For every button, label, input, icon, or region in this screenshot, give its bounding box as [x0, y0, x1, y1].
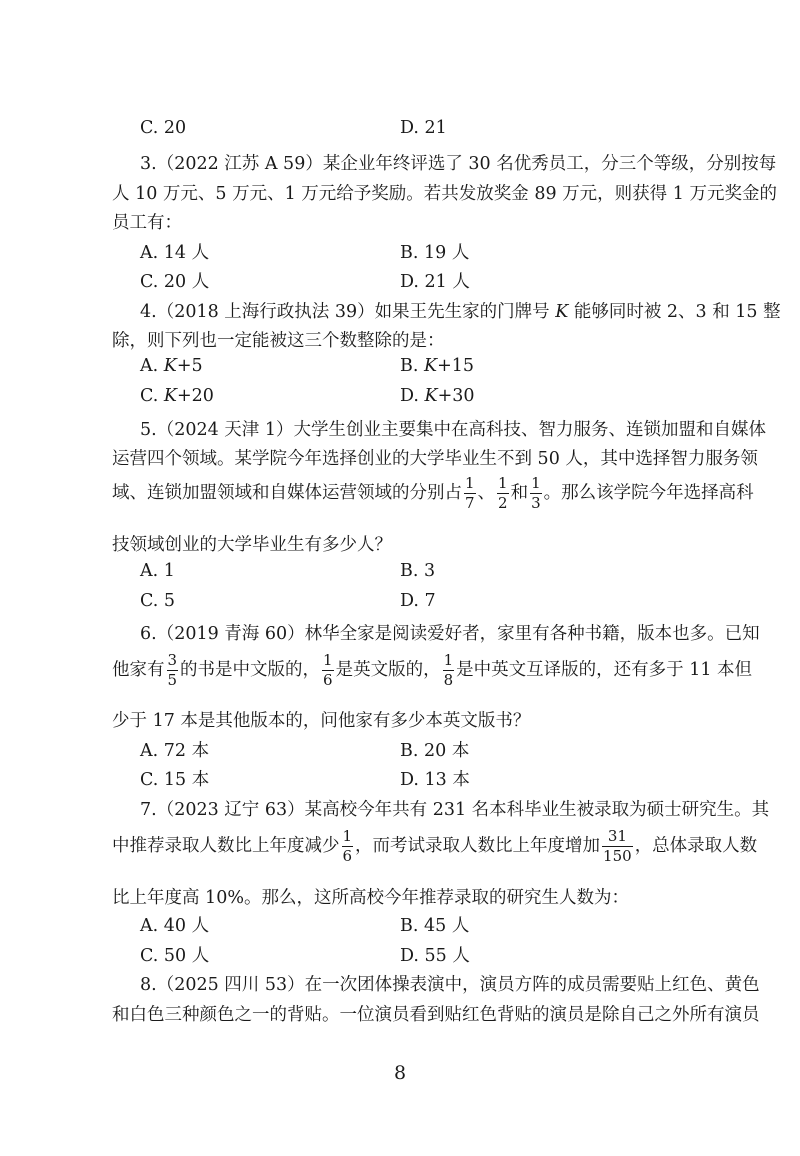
q6-option-c: C. 15 本	[140, 770, 210, 790]
q5-stem-line-4: 技领域创业的大学毕业生有多少人？	[112, 535, 392, 555]
q8-stem-line-1: 8.（2025 四川 53）在一次团体操表演中，演员方阵的成员需要贴上红色、黄色	[140, 975, 760, 995]
q5-stem-line-3: 域、连锁加盟领域和自媒体运营领域的分别占 $\frac{1}{7}$ 、 $\frac{1}{2}$ 和 $\frac{1}{3}$ 。那么该学院今年选择高科	[112, 474, 754, 512]
q7-stem-line-3: 比上年度高 10%。那么，这所高校今年推荐录取的研究生人数为：	[112, 888, 629, 908]
q2-option-c: C. 20	[140, 118, 187, 138]
q5-fraction-2: $\frac{1}{2}$	[498, 474, 508, 512]
q8-stem-line-2: 和白色三种颜色之一的背贴。一位演员看到贴红色背贴的演员是除自己之外所有演员	[112, 1005, 760, 1025]
q5-stem-line-1: 5.（2024 天津 1）大学生创业主要集中在高科技、智力服务、连锁加盟和自媒体	[140, 420, 766, 440]
q5-fraction-1: $\frac{1}{7}$	[465, 474, 475, 512]
q4-option-d: D. K+30	[400, 386, 475, 406]
q6-stem-line-3: 少于 17 本是其他版本的，问他家有多少本英文版书？	[112, 711, 531, 731]
q6-option-b: B. 20 本	[400, 741, 470, 761]
q6-fraction-2: $\frac{1}{6}$	[323, 651, 333, 689]
q7-option-c: C. 50 人	[140, 946, 210, 966]
q3-option-a: A. 14 人	[140, 243, 210, 263]
q7-fraction-1: $\frac{1}{6}$	[342, 827, 353, 865]
q4-option-b: B. K+15	[400, 356, 475, 376]
q5-option-d: D. 7	[400, 591, 436, 611]
q4-stem-line-1: 4.（2018 上海行政执法 39）如果王先生家的门牌号 K 能够同时被 2、3 和 15 整	[140, 302, 781, 322]
q4-option-a: A. K+5	[140, 356, 203, 376]
q2-option-d: D. 21	[400, 118, 447, 138]
q7-option-d: D. 55 人	[400, 946, 470, 966]
q3-option-b: B. 19 人	[400, 243, 470, 263]
q6-fraction-1: $\frac{3}{5}$	[167, 651, 178, 689]
q3-stem-line-1: 3.（2022 江苏 A 59）某企业年终评选了 30 名优秀员工，分三个等级，分别按每	[140, 154, 777, 174]
q7-fraction-2: $\frac{31}{150}$	[603, 827, 632, 865]
q5-option-c: C. 5	[140, 591, 176, 611]
q3-stem-line-2: 人 10 万元、5 万元、1 万元给予奖励。若共发放奖金 89 万元，则获得 1 万元奖金的	[112, 184, 777, 204]
q7-stem-line-1: 7.（2023 辽宁 63）某高校今年共有 231 名本科毕业生被录取为硕士研究生。其	[140, 800, 770, 820]
page-number: 8	[393, 1062, 407, 1084]
q3-stem-line-3: 员工有：	[112, 213, 182, 233]
q5-option-b: B. 3	[400, 561, 436, 581]
q7-stem-line-2: 中推荐录取人数比上年度减少 $\frac{1}{6}$ ，而考试录取人数比上年度增加 $\frac{31}{150}$ ，总体录取人数	[112, 827, 758, 865]
q7-option-a: A. 40 人	[140, 916, 210, 936]
q5-fraction-3: $\frac{1}{3}$	[531, 474, 541, 512]
q6-stem-line-1: 6.（2019 青海 60）林华全家是阅读爱好者，家里有各种书籍，版本也多。已知	[140, 624, 760, 644]
q3-option-c: C. 20 人	[140, 272, 210, 292]
q6-fraction-3: $\frac{1}{8}$	[443, 651, 454, 689]
q7-option-b: B. 45 人	[400, 916, 470, 936]
q6-stem-line-2: 他家有 $\frac{3}{5}$ 的书是中文版的， $\frac{1}{6}$ 是英文版的， $\frac{1}{8}$ 是中英文互译版的，还有多于 11 本但	[112, 651, 753, 689]
q3-option-d: D. 21 人	[400, 272, 470, 292]
q6-option-d: D. 13 本	[400, 770, 470, 790]
q5-stem-line-2: 运营四个领域。某学院今年选择创业的大学毕业生不到 50 人，其中选择智力服务领	[112, 449, 758, 469]
q4-stem-line-2: 除，则下列也一定能被这三个数整除的是：	[112, 331, 445, 351]
q4-option-c: C. K+20	[140, 386, 214, 406]
q4-variable-k: K	[555, 302, 569, 322]
q5-option-a: A. 1	[140, 561, 175, 581]
q6-option-a: A. 72 本	[140, 741, 210, 761]
